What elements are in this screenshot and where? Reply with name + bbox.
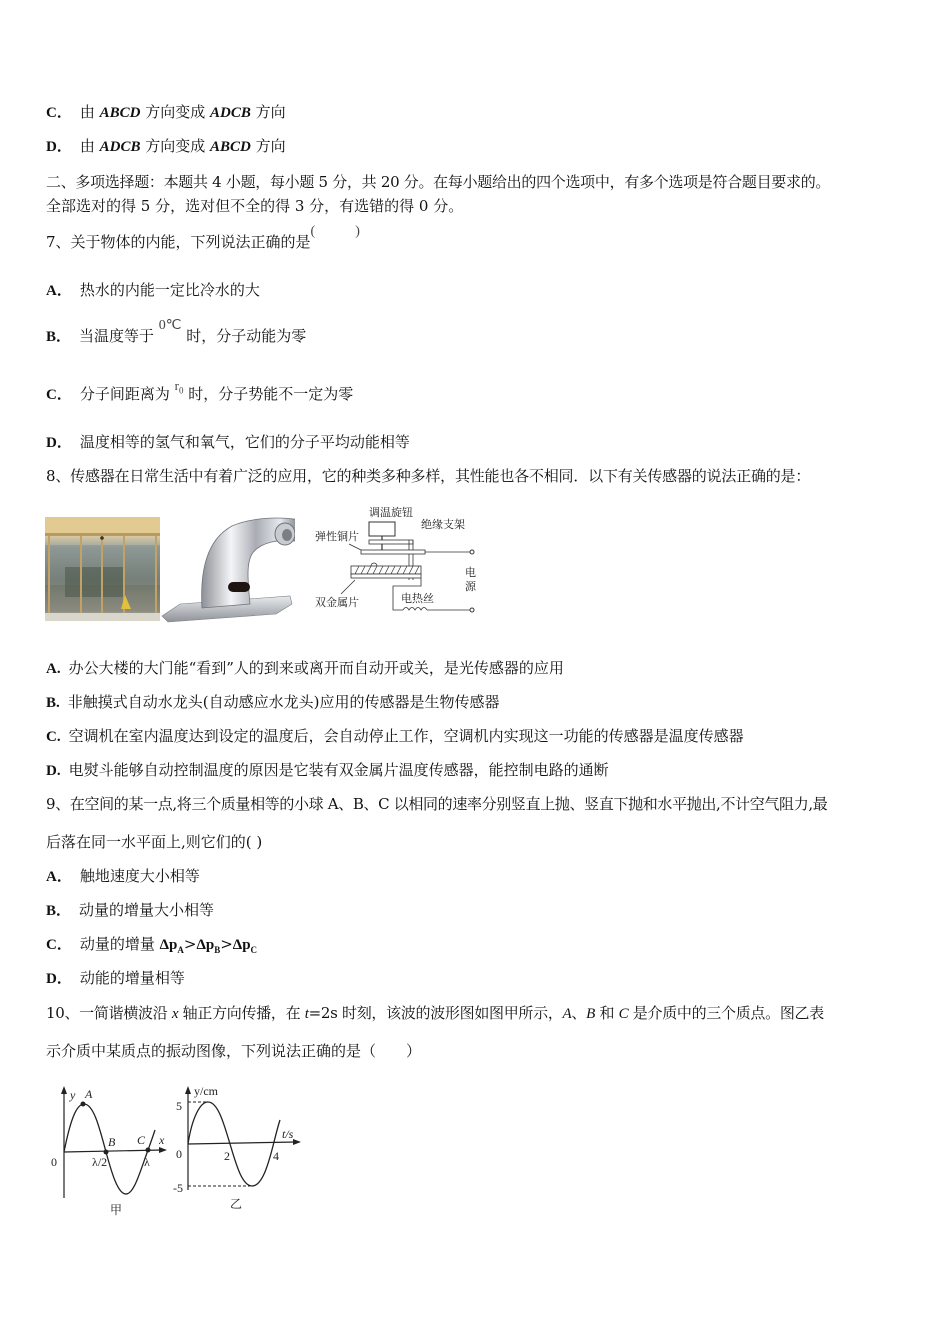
label-insulated-support: 绝缘支架: [421, 519, 465, 531]
section-header-line1: 二、多项选择题：本题共 4 小题，每小题 5 分，共 20 分。在每小题给出的四个选项中，有多个选项是符合题目要求的。: [46, 173, 831, 191]
q6-option-d: D． 由 ADCB 方向变成 ABCD 方向: [46, 137, 286, 155]
section-header-line2: 全部选对的得 5 分，选对但不全的得 3 分，有选错的得 0 分。: [46, 197, 464, 215]
waveform-graph-jia: [48, 1082, 173, 1222]
svg-text:4: 4: [273, 1149, 279, 1163]
q7-option-b: B． 当温度等于 0℃ 时，分子动能为零: [46, 318, 307, 345]
q8-option-b: B. 非触摸式自动水龙头(自动感应水龙头)应用的传感器是生物传感器: [46, 693, 500, 711]
temperature-symbol: 0℃: [158, 318, 182, 333]
q9-option-c: C． 动量的增量 $\Delta p_A>\Delta p_B>\Delta p_C$: [46, 935, 258, 955]
q7-stem: 7、关于物体的内能，下列说法正确的是( ): [46, 224, 360, 251]
q10-stem-line1: 10、一简谐横波沿 x 轴正方向传播，在 t=2s 时刻，该波的波形图如图甲所示，A、B 和 C 是介质中的三个质点。图乙表: [46, 1004, 824, 1022]
r0-symbol: $r_0$: [174, 378, 184, 396]
label-heating-wire: 电热丝: [401, 593, 434, 605]
q8-option-a: A. 办公大楼的大门能“看到”人的到来或离开而自动开或关，是光传感器的应用: [46, 659, 564, 677]
q9-stem-line1: 9、在空间的某一点,将三个质量相等的小球 A、B、C 以相同的速率分别竖直上抛、竖直下抛和水平抛出,不计空气阻力,最: [46, 795, 828, 813]
q8-option-c: C. 空调机在室内温度达到设定的温度后，会自动停止工作，空调机内实现这一功能的传感器是温度传感器: [46, 727, 744, 745]
q7-option-d: D． 温度相等的氢气和氧气，它们的分子平均动能相等: [46, 433, 410, 451]
option-letter: C．: [46, 105, 72, 121]
svg-text:y: y: [70, 1088, 76, 1102]
svg-text:0: 0: [176, 1147, 182, 1161]
svg-text:-5: -5: [173, 1181, 183, 1195]
svg-text:t/s: t/s: [282, 1127, 294, 1141]
label-copper-strip: 弹性铜片: [315, 531, 359, 543]
automatic-door-image: [45, 517, 160, 621]
q6-option-c: C． 由 ABCD 方向变成 ADCB 方向: [46, 103, 286, 121]
label-knob: 调温旋钮: [369, 507, 413, 519]
label-bimetal: 双金属片: [315, 597, 359, 609]
thermostat-diagram: [305, 502, 485, 620]
svg-text:y/cm: y/cm: [194, 1084, 218, 1098]
q7-option-c: C． 分子间距离为 $r_0$ 时，分子势能不一定为零: [46, 378, 354, 403]
q9-option-d: D． 动能的增量相等: [46, 969, 185, 987]
q9-stem-line2: 后落在同一水平面上,则它们的( ): [46, 833, 263, 851]
q10-stem-line2: 示介质中某质点的振动图像，下列说法正确的是（ ）: [46, 1042, 422, 1060]
svg-text:B: B: [108, 1135, 116, 1149]
svg-text:0: 0: [51, 1155, 57, 1169]
q8-option-d: D. 电熨斗能够自动控制温度的原因是它装有双金属片温度传感器，能控制电路的通断: [46, 761, 609, 779]
svg-text:乙: 乙: [230, 1197, 243, 1211]
sensor-faucet-image: [160, 512, 295, 624]
svg-text:x: x: [159, 1133, 165, 1147]
svg-text:2: 2: [224, 1149, 230, 1163]
q7-option-a: A． 热水的内能一定比冷水的大: [46, 281, 260, 299]
svg-text:5: 5: [176, 1099, 182, 1113]
vibration-graph-yi: [172, 1080, 312, 1220]
label-power-2: 源: [465, 581, 476, 593]
q9-option-b: B． 动量的增量大小相等: [46, 901, 215, 919]
q9-option-a: A． 触地速度大小相等: [46, 867, 200, 885]
svg-text:A: A: [85, 1087, 93, 1101]
svg-text:λ: λ: [144, 1155, 150, 1169]
svg-text:C: C: [137, 1133, 146, 1147]
label-power-1: 电: [465, 567, 476, 579]
svg-text:甲: 甲: [110, 1203, 123, 1217]
svg-text:λ/2: λ/2: [92, 1155, 108, 1169]
option-letter: D．: [46, 139, 72, 155]
q8-stem: 8、传感器在日常生活中有着广泛的应用，它的种类多种多样，其性能也各不相同．以下有关传感器的说法正确的是：: [46, 467, 811, 485]
